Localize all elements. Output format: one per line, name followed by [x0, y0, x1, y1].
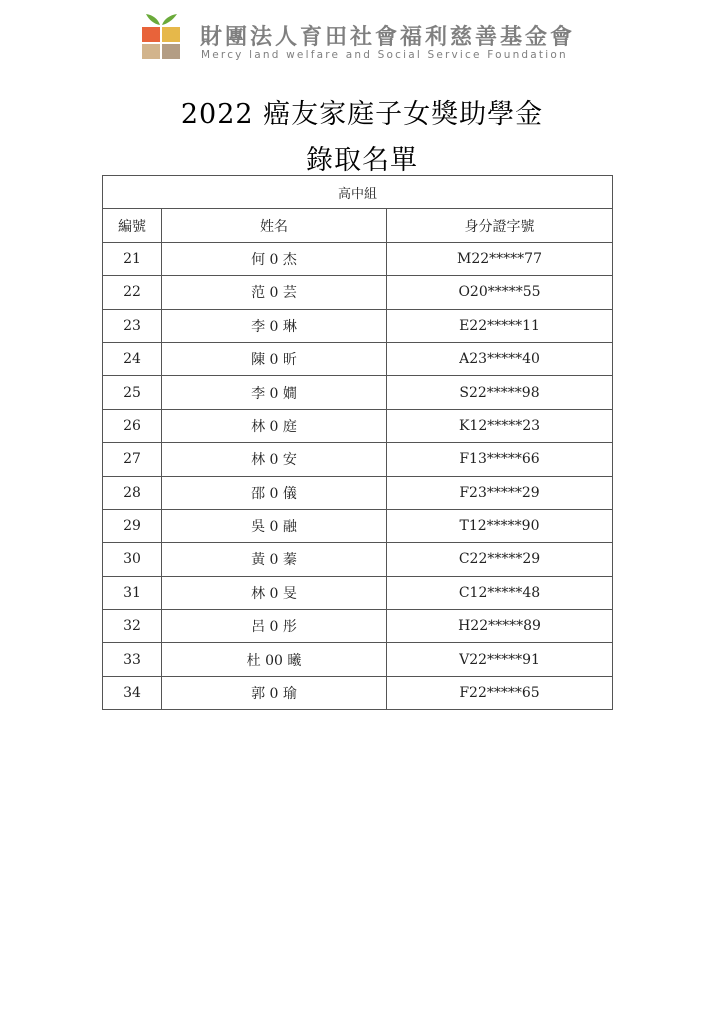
table-row: [103, 610, 613, 643]
table-row: [103, 409, 613, 442]
row-id-number: A23*****40: [387, 342, 613, 375]
column-header-row: [103, 209, 613, 242]
row-number: 26: [103, 409, 162, 442]
row-name: 林 0 安: [162, 443, 387, 476]
row-name: 黃 0 蓁: [162, 543, 387, 576]
table-row: [103, 509, 613, 542]
table-row: [103, 676, 613, 709]
row-id-number: C12*****48: [387, 576, 613, 609]
row-id-number: M22*****77: [387, 242, 613, 275]
row-id-number: H22*****89: [387, 610, 613, 643]
row-number: 27: [103, 443, 162, 476]
row-name: 邵 0 儀: [162, 476, 387, 509]
row-name: 何 0 杰: [162, 242, 387, 275]
row-name: 林 0 旻: [162, 576, 387, 609]
page-title: 2022 癌友家庭子女獎助學金: [180, 99, 544, 130]
row-name: 吳 0 融: [162, 509, 387, 542]
table-row: [103, 276, 613, 309]
row-name: 郭 0 瑜: [162, 676, 387, 709]
row-number: 25: [103, 376, 162, 409]
row-number: 21: [103, 242, 162, 275]
row-number: 32: [103, 610, 162, 643]
row-number: 23: [103, 309, 162, 342]
row-name: 李 0 琳: [162, 309, 387, 342]
table-row: [103, 443, 613, 476]
row-name: 林 0 庭: [162, 409, 387, 442]
row-id-number: V22*****91: [387, 643, 613, 676]
row-number: 28: [103, 476, 162, 509]
column-header-number: 編號: [103, 209, 162, 242]
row-name: 陳 0 昕: [162, 342, 387, 375]
row-id-number: O20*****55: [387, 276, 613, 309]
table-row: [103, 543, 613, 576]
row-id-number: C22*****29: [387, 543, 613, 576]
column-header-id: 身分證字號: [387, 209, 613, 242]
row-number: 22: [103, 276, 162, 309]
row-number: 33: [103, 643, 162, 676]
foundation-logo-icon: [140, 12, 182, 62]
table-row: [103, 576, 613, 609]
row-name: 呂 0 彤: [162, 610, 387, 643]
column-header-name: 姓名: [162, 209, 387, 242]
row-number: 29: [103, 509, 162, 542]
row-id-number: T12*****90: [387, 509, 613, 542]
table-row: [103, 476, 613, 509]
row-id-number: F13*****66: [387, 443, 613, 476]
page-header: [140, 12, 590, 62]
row-id-number: E22*****11: [387, 309, 613, 342]
row-id-number: F23*****29: [387, 476, 613, 509]
row-number: 24: [103, 342, 162, 375]
row-id-number: S22*****98: [387, 376, 613, 409]
row-number: 31: [103, 576, 162, 609]
table-row: [103, 643, 613, 676]
table-row: [103, 342, 613, 375]
org-name: 財團法人育田社會福利慈善基金會: [200, 25, 576, 50]
row-name: 范 0 芸: [162, 276, 387, 309]
admission-list-table: [102, 175, 613, 710]
row-name: 杜 00 曦: [162, 643, 387, 676]
page-subtitle: 錄取名單: [306, 145, 418, 176]
row-number: 34: [103, 676, 162, 709]
row-number: 30: [103, 543, 162, 576]
group-header-row: [103, 176, 613, 209]
row-name: 李 0 嫺: [162, 376, 387, 409]
row-id-number: F22*****65: [387, 676, 613, 709]
org-name-english: Mercy land welfare and Social Service Foundation: [201, 49, 568, 61]
table-row: [103, 376, 613, 409]
group-header: 高中組: [103, 176, 613, 209]
table-row: [103, 242, 613, 275]
row-id-number: K12*****23: [387, 409, 613, 442]
table-row: [103, 309, 613, 342]
